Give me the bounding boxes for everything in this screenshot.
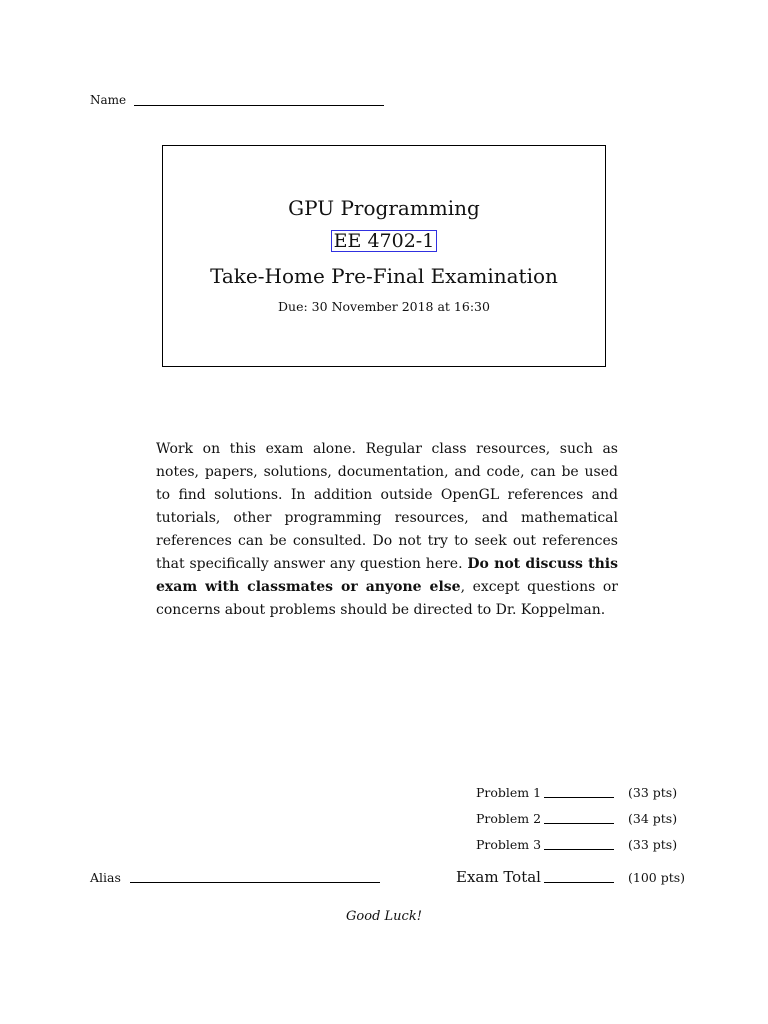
exam-total-points: (100 pts): [628, 870, 686, 885]
exam-total-score-line[interactable]: [544, 882, 614, 883]
problem-1-label: Problem 1: [476, 785, 542, 800]
instructions-text-part2: , except questions or concerns about problems should be directed to Dr. Koppelman.: [156, 579, 618, 618]
alias-field-line[interactable]: [130, 882, 380, 883]
alias-label: Alias: [90, 870, 121, 885]
problem-2-score-line[interactable]: [544, 823, 614, 824]
problem-2-points: (34 pts): [628, 811, 678, 826]
instructions-paragraph: [156, 438, 618, 622]
instructions-text-part1: Work on this exam alone. Regular class resources, such as notes, papers, solutions, documentation, and code, can be used to find solutions. In addition outside OpenGL references and tutorials, other programming resources, and mathematical references can be consulted. Do not try to seek out references that specifically answer any question here.: [156, 441, 618, 572]
exam-total-label: Exam Total: [456, 868, 541, 886]
name-field-line[interactable]: [134, 105, 384, 106]
course-number-link[interactable]: EE 4702-1: [331, 230, 438, 252]
due-date: Due: 30 November 2018 at 16:30: [278, 299, 490, 314]
problem-2-label: Problem 2: [476, 811, 542, 826]
course-number-wrapper: [162, 230, 606, 252]
good-luck-text: Good Luck!: [346, 909, 422, 924]
problem-1-score-line[interactable]: [544, 797, 614, 798]
problem-3-score-line[interactable]: [544, 849, 614, 850]
course-title: GPU Programming: [288, 196, 480, 220]
problem-3-label: Problem 3: [476, 837, 542, 852]
title-box: [162, 145, 606, 367]
name-label: Name: [90, 93, 127, 107]
problem-3-points: (33 pts): [628, 837, 678, 852]
instructions-bold-warning: Do not discuss this exam with classmates or anyone else: [156, 556, 619, 595]
problem-1-points: (33 pts): [628, 785, 678, 800]
exam-title: Take-Home Pre-Final Examination: [210, 264, 558, 288]
